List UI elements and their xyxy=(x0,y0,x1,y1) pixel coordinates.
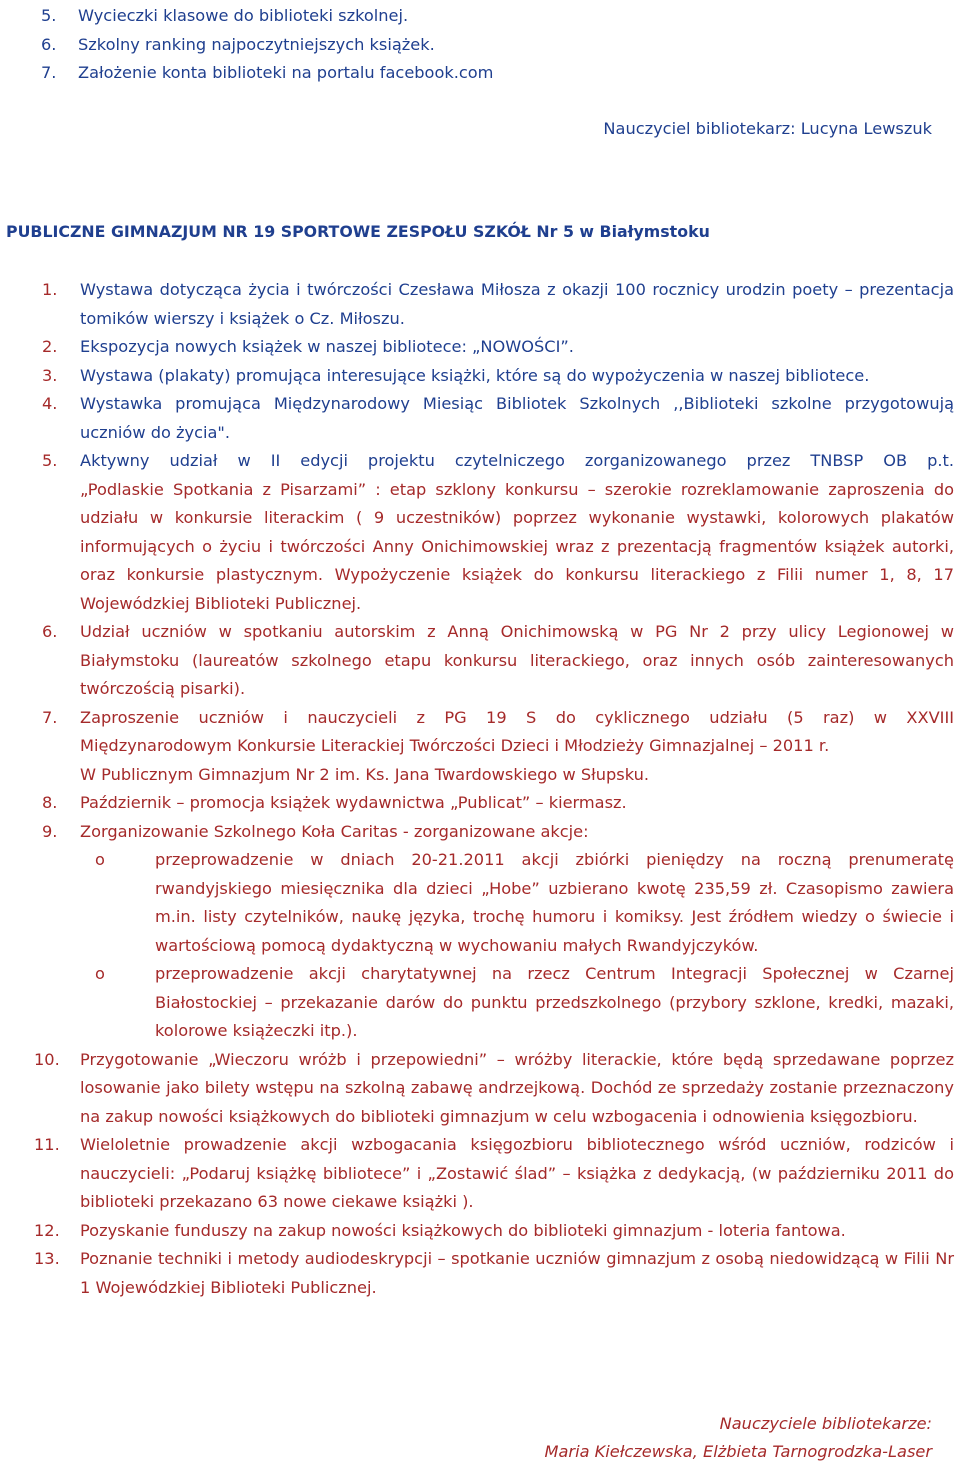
list-item xyxy=(0,1217,960,1246)
list-item xyxy=(0,362,960,391)
list-item xyxy=(0,818,960,847)
bullet-icon: o xyxy=(95,850,105,869)
list-text-line: Zaproszenie uczniów i nauczycieli z PG 19 S do cyklicznego udziału (5 raz) w XXVIII xyxy=(80,707,954,727)
list-text: Październik – promocja książek wydawnictwa „Publicat” – kiermasz. xyxy=(80,793,627,812)
list-item xyxy=(0,1131,960,1217)
list-number: 5. xyxy=(41,6,57,25)
list-text: Szkolny ranking najpoczytniejszych książek. xyxy=(78,34,435,54)
list-number: 7. xyxy=(41,63,57,82)
list-number: 4. xyxy=(42,394,58,413)
list-item xyxy=(0,704,960,790)
list-number: 3. xyxy=(42,365,58,385)
activities-list xyxy=(0,276,960,1302)
list-text-line: Aktywny udział w II edycji projektu czytelniczego zorganizowanego przez TNBSP OB p.t. xyxy=(80,451,954,470)
school-heading: PUBLICZNE GIMNAZJUM NR 19 SPORTOWE ZESPOŁU SZKÓŁ Nr 5 w Białymstoku xyxy=(6,222,710,241)
list-number: 11. xyxy=(34,1135,60,1154)
list-number: 12. xyxy=(34,1220,60,1240)
bottom-signature-label: Nauczyciele bibliotekarze: xyxy=(719,1414,932,1433)
list-item xyxy=(0,618,960,704)
list-item xyxy=(0,59,960,88)
list-item xyxy=(0,31,960,60)
list-number: 6. xyxy=(42,622,58,641)
list-number: 2. xyxy=(42,337,58,356)
list-number: 13. xyxy=(34,1249,60,1268)
list-item xyxy=(0,2,960,31)
list-text: Poznanie techniki i metody audiodeskrypcji – spotkanie uczniów gimnazjum z osobą niedowidzącą w Filii Nr 1 Wojewódzkiej Biblioteki Publicznej. xyxy=(80,1249,954,1297)
list-item xyxy=(0,447,960,618)
sub-list-text: przeprowadzenie w dniach 20-21.2011 akcji zbiórki pieniędzy na roczną prenumeratę rwandyjskiego miesięcznika dla dzieci „Hobe” uzbierano kwotę 235,59 zł. Czasopismo zawiera m.in. listy czytelników, naukę języka, trochę humoru i komiksy. Jest źródłem wiedzy o świecie i wartościową pomocą dydaktyczną w wychowaniu małych Rwandyjczyków. xyxy=(155,850,954,955)
list-text-line: Międzynarodowym Konkursie Literackiej Twórczości Dzieci i Młodzieży Gimnazjalnej – 2011 r. xyxy=(80,736,830,755)
list-item xyxy=(0,1245,960,1302)
list-text: Wystawa (plakaty) promująca interesujące książki, które są do wypożyczenia w naszej bibliotece. xyxy=(80,365,870,385)
list-item xyxy=(0,276,960,333)
list-number: 5. xyxy=(42,451,58,470)
sub-list-item xyxy=(0,960,960,1046)
list-text-line: W Publicznym Gimnazjum Nr 2 im. Ks. Jana Twardowskiego w Słupsku. xyxy=(80,764,649,784)
list-number: 9. xyxy=(42,821,58,841)
list-item xyxy=(0,789,960,818)
list-number: 6. xyxy=(41,34,57,54)
list-text: Przygotowanie „Wieczoru wróżb i przepowiedni” – wróżby literackie, które będą sprzedawane poprzez losowanie jako bilety wstępu na szkolną zabawę andrzejkową. Dochód ze sprzedaży zostanie przeznaczony na zakup nowości książkowych do biblioteki gimnazjum w celu wzbogacenia i odnowienia księgozbioru. xyxy=(80,1049,954,1126)
list-item xyxy=(0,390,960,447)
bullet-icon: o xyxy=(95,964,105,983)
list-item xyxy=(0,1046,960,1132)
list-text: Wystawa dotycząca życia i twórczości Czesława Miłosza z okazji 100 rocznicy urodzin poety – prezentacja tomików wierszy i książek o Cz. Miłoszu. xyxy=(80,280,954,328)
list-text: Wystawka promująca Międzynarodowy Miesiąc Bibliotek Szkolnych ,,Biblioteki szkolne przygotowują uczniów do życia". xyxy=(80,394,954,442)
list-number: 1. xyxy=(42,280,58,299)
list-text: Wieloletnie prowadzenie akcji wzbogacania księgozbioru bibliotecznego wśród uczniów, rodziców i nauczycieli: „Podaruj książkę bibliotece” i „Zostawić ślad” – książka z dedykacją, (w październiku 2011 do biblioteki przekazano 63 nowe ciekawe książki ). xyxy=(80,1135,954,1211)
list-number: 8. xyxy=(42,793,58,812)
top-signature: Nauczyciel bibliotekarz: Lucyna Lewszuk xyxy=(603,119,932,138)
list-text: Ekspozycja nowych książek w naszej bibliotece: „NOWOŚCI”. xyxy=(80,337,574,356)
top-list xyxy=(0,2,960,88)
list-number: 10. xyxy=(34,1049,60,1069)
list-text: Wycieczki klasowe do biblioteki szkolnej. xyxy=(78,6,409,25)
list-item xyxy=(0,333,960,362)
list-text: Założenie konta biblioteki na portalu facebook.com xyxy=(78,63,494,82)
sub-list-item xyxy=(0,846,960,960)
list-text: Udział uczniów w spotkaniu autorskim z Anną Onichimowską w PG Nr 2 przy ulicy Legionowej w Białymstoku (laureatów szkolnego etapu konkursu literackiego, oraz innych osób zainteresowanych twórczością pisarki). xyxy=(80,622,954,698)
list-text: Pozyskanie funduszy na zakup nowości książkowych do biblioteki gimnazjum - loteria fantowa. xyxy=(80,1220,846,1240)
list-text: „Podlaskie Spotkania z Pisarzami” : etap szklony konkursu – szerokie rozreklamowanie zaproszenia do udziału w konkursie literackim ( 9 uczestników) poprzez wykonanie wystawki, kolorowych plakatów informujących o życiu i twórczości Anny Onichimowskiej wraz z prezentacją fragmentów książek autorki, oraz konkursie plastycznym. Wypożyczenie książek do konkursu literackiego z Filii numer 1, 8, 17 Wojewódzkiej Biblioteki Publicznej. xyxy=(80,479,954,613)
sub-list-text: przeprowadzenie akcji charytatywnej na rzecz Centrum Integracji Społecznej w Czarnej Białostockiej – przekazanie darów do punktu przedszkolnego (przybory szklone, kredki, mazaki, kolorowe książeczki itp.). xyxy=(155,964,954,1040)
list-text: Zorganizowanie Szkolnego Koła Caritas - zorganizowane akcje: xyxy=(80,821,589,841)
bottom-signature-names: Maria Kiełczewska, Elżbieta Tarnogrodzka-Laser xyxy=(544,1442,932,1461)
list-number: 7. xyxy=(42,707,58,727)
